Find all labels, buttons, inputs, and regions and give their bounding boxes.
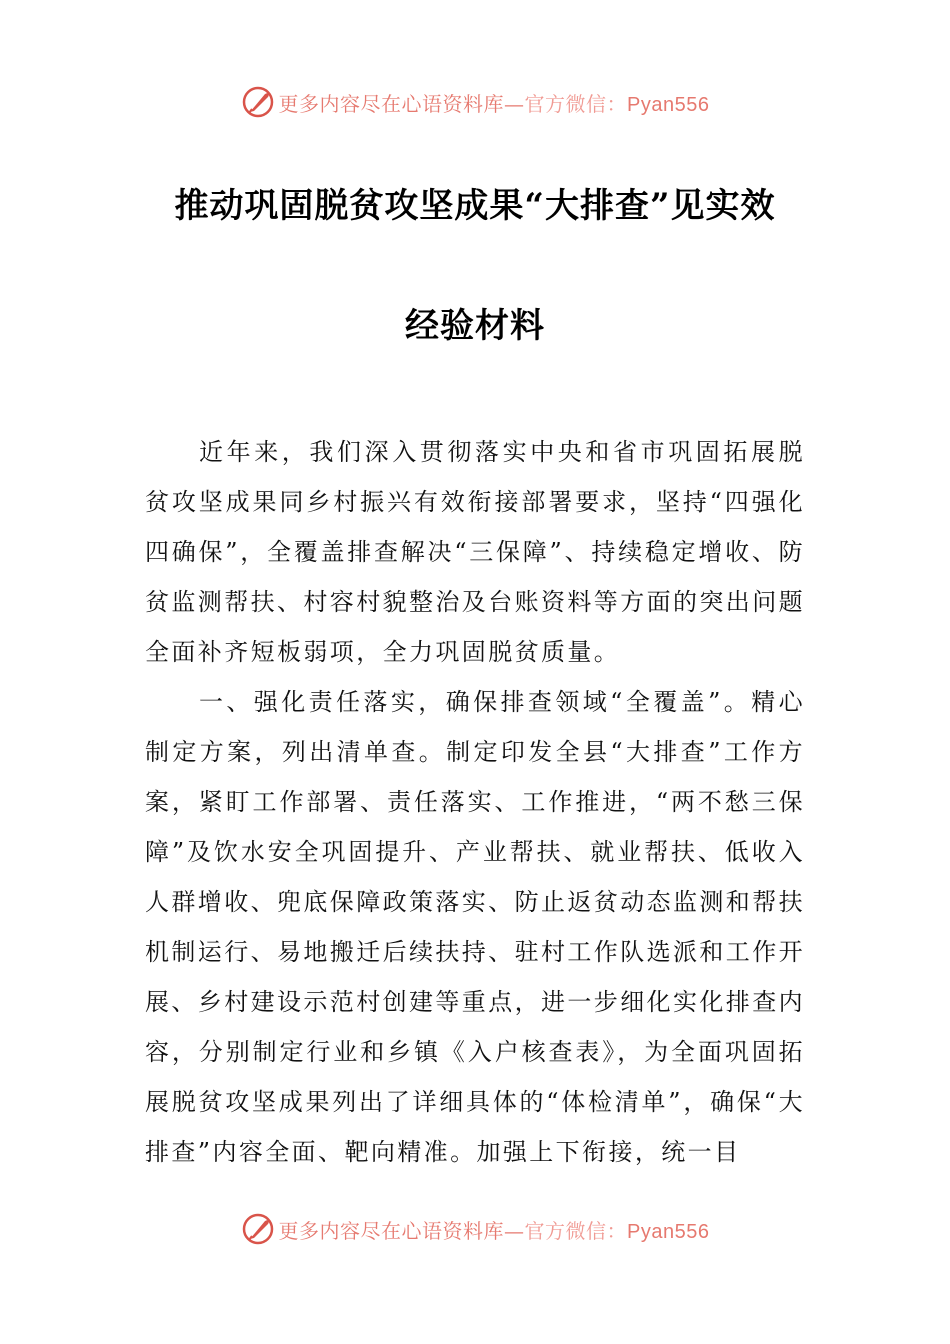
- footer-watermark: [0, 1209, 950, 1249]
- paragraph-section-1: 一、强化责任落实，确保排查领域“全覆盖”。精心制定方案，列出清单查。制定印发全县“大排查”工作方案，紧盯工作部署、责任落实、工作推进，“两不愁三保障”及饮水安全巩固提升、产业帮扶、就业帮扶、低收入人群增收、兜底保障政策落实、防止返贫动态监测和帮扶机制运行、易地搬迁后续扶持、驻村工作队选派和工作开展、乡村建设示范村创建等重点，进一步细化实化排查内容，分别制定行业和乡镇《入户核查表》，为全面巩固拓展脱贫攻坚成果列出了详细具体的“体检清单”，确保“大排查”内容全面、靶向精准。加强上下衔接，统一目: [145, 688, 805, 1166]
- watermark-dash: —: [504, 1218, 525, 1243]
- watermark-dash: —: [504, 91, 525, 116]
- watermark-site: 更多内容尽在心语资料库: [278, 91, 505, 116]
- watermark-site: 更多内容尽在心语资料库: [278, 1218, 505, 1243]
- document-title-line1: 推动巩固脱贫攻坚成果“大排查”见实效: [174, 186, 776, 226]
- document-body: [145, 427, 805, 1167]
- watermark-wechat-id: Pyan556: [627, 1220, 710, 1243]
- watermark-text: [279, 88, 710, 117]
- quill-logo-icon: [241, 1212, 275, 1246]
- quill-logo-icon: [241, 85, 275, 119]
- watermark-wechat-label: 官方微信：: [524, 91, 628, 116]
- document-title-line2: 经验材料: [405, 306, 545, 346]
- watermark-wechat-id: Pyan556: [627, 93, 710, 116]
- header-watermark: [0, 82, 950, 122]
- watermark-text: [279, 1215, 710, 1244]
- paragraph-intro: 近年来，我们深入贯彻落实中央和省市巩固拓展脱贫攻坚成果同乡村振兴有效衔接部署要求，坚持“四强化四确保”，全覆盖排查解决“三保障”、持续稳定增收、防贫监测帮扶、村容村貌整治及台账资料等方面的突出问题全面补齐短板弱项，全力巩固脱贫质量。: [145, 438, 805, 666]
- watermark-wechat-label: 官方微信：: [524, 1218, 628, 1243]
